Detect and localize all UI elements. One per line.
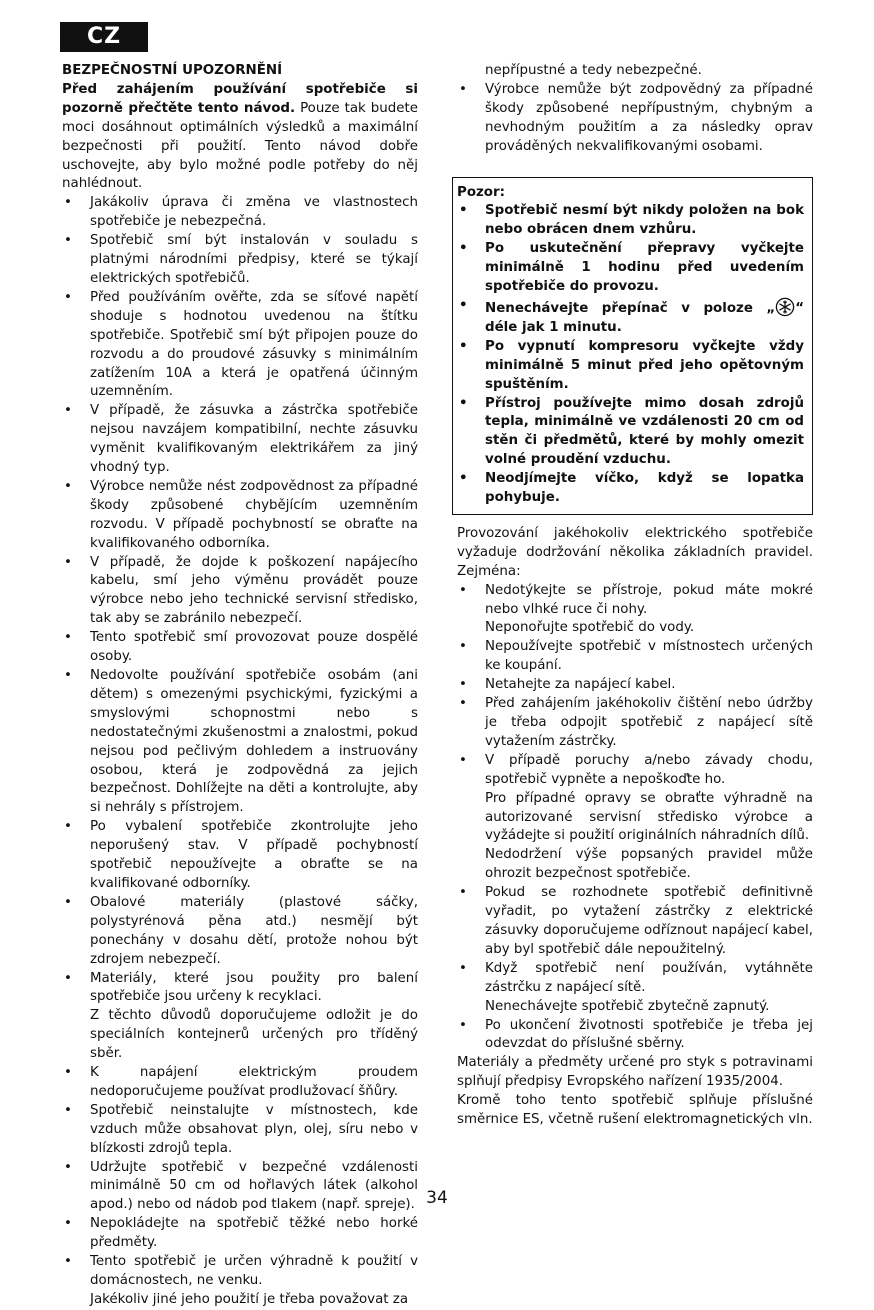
list-item: • Nepokládejte na spotřebič těžké nebo horké předměty. — [62, 1215, 418, 1253]
list-item: • Netahejte za napájecí kabel. — [457, 676, 813, 695]
list-item-note: Nenechávejte spotřebič zbytečně zapnutý. — [485, 998, 770, 1014]
warning-item: • Přístroj používejte mimo dosah zdrojů tepla, minimálně ve vzdálenosti 20 cm od stěn či předmětů, které by mohly omezit volné proudění vzduchu. — [457, 395, 804, 471]
list-item-note: Jakékoliv jiné jeho použití je třeba považovat za — [90, 1291, 409, 1307]
list-item: • Spotřebič neinstalujte v místnostech, kde vzduch může obsahovat plyn, olej, síru nebo v blízkosti zdrojů tepla. — [62, 1102, 418, 1159]
rules-list — [457, 582, 813, 1055]
list-item: • Výrobce nemůže být zodpovědný za případné škody způsobené nepřípustným, chybným a nevhodným použitím a za následky oprav prováděných nekvalifikovanými osobami. — [457, 81, 813, 157]
list-item-note: Pro případné opravy se obraťte výhradně na autorizované servisní středisko výrobce a vyžádejte si použití originálních náhradních dílů. — [485, 790, 813, 844]
list-item: • K napájení elektrickým proudem nedoporučujeme používat prodlužovací šňůry. — [62, 1064, 418, 1102]
rules-intro: Provozování jakéhokoliv elektrického spotřebiče vyžaduje dodržování několika základních pravidel. Zejména: — [457, 525, 813, 579]
intro-bold: Před zahájením používání spotřebiče si pozorně přečtěte tento návod. — [62, 81, 418, 116]
language-badge: CZ — [60, 22, 148, 52]
safety-list — [62, 194, 418, 1309]
directive-paragraph: Kromě toho tento spotřebič splňuje příslušné směrnice ES, včetně rušení elektromagnetických vln. — [457, 1093, 813, 1128]
warning-item: • Po vypnutí kompresoru vyčkejte vždy minimálně 5 minut před jeho opětovným spuštěním. — [457, 338, 804, 395]
list-item: • Spotřebič smí být instalován v souladu s platnými národními předpisy, které se týkají elektrických spotřebičů. — [62, 232, 418, 289]
list-item: • Nedovolte používání spotřebiče osobám (ani dětem) s omezenými psychickými, fyzickými a smyslovými schopnostmi nebo s nedostatečnými zkušenostmi a znalostmi, pokud nejsou pod pečlivým dohledem a instruovány osobou, která je zodpovědná za jejich bezpečnost. Dohlížejte na děti a kontrolujte, aby si nehrály s přístrojem. — [62, 667, 418, 818]
list-item: • Nedotýkejte se přístroje, pokud máte mokré nebo vlhké ruce či nohy. Neponořujte spotřebič do vody. — [457, 582, 813, 639]
page-number: 34 — [426, 1188, 448, 1208]
intro-text: Pouze tak budete moci dosáhnout optimálních výsledků a maximální bezpečnosti při použití. Tento návod dobře uschovejte, aby bylo možné podle potřeby do něj nahlédnout. — [62, 100, 418, 192]
list-item: • V případě, že zásuvka a zástrčka spotřebiče nejsou navzájem kompatibilní, nechte zásuvku vyměnit kvalifikovaným elektrikářem za jiný vhodný typ. — [62, 402, 418, 478]
warning-heading: Pozor: — [457, 184, 505, 200]
warning-item: • Po uskutečnění přepravy vyčkejte minimálně 1 hodinu před uvedením spotřebiče do provozu. — [457, 240, 804, 297]
manufacturer-list — [457, 81, 813, 157]
list-item: • Před používáním ověřte, zda se síťové napětí shoduje s hodnotou uvedenou na štítku spotřebiče. Spotřebič smí být připojen pouze do rozvodu a do proudové zásuvky s minimálním zatížením 10A a která je opatřená účinným uzemněním. — [62, 289, 418, 402]
warning-list — [457, 202, 804, 508]
list-item: • Po vybalení spotřebiče zkontrolujte jeho neporušený stav. V případě pochybností spotřebič nepoužívejte a obraťte se na kvalifikované odborníky. — [62, 818, 418, 894]
list-item: • Výrobce nemůže nést zodpovědnost za případné škody způsobené chybějícím uzemněním rozvodu. V případě pochybností se obraťte na kvalifikovaného odborníka. — [62, 478, 418, 554]
warning-box — [452, 177, 813, 515]
right-column — [457, 62, 813, 1130]
list-item-note: Neponořujte spotřebič do vody. — [485, 620, 695, 636]
list-item: • V případě poruchy a/nebo závady chodu, spotřebič vypněte a nepoškoďte ho. Pro případné opravy se obraťte výhradně na autorizované servisní středisko výrobce a vyžádejte si použití originálních náhradních dílů. Nedodržení výše popsaných pravidel může ohrozit bezpečnost spotřebiče. — [457, 752, 813, 884]
section-title: BEZPEČNOSTNÍ UPOZORNĚNÍ — [62, 63, 283, 78]
list-item: • V případě, že dojde k poškození napájecího kabelu, smí jeho výměnu provádět pouze výrobce nebo jeho technické servisní středisko, tak aby se zabránilo nebezpečí. — [62, 554, 418, 630]
warning-item: • Neodjímejte víčko, když se lopatka pohybuje. — [457, 470, 804, 508]
list-item: • Pokud se rozhodnete spotřebič definitivně vyřadit, po vytažení zástrčky z elektrické zásuvky doporučujeme odříznout napájecí kabel, aby byl spotřebič dále nepoužitelný. — [457, 884, 813, 960]
list-item: • Nepoužívejte spotřebič v místnostech určených ke koupání. — [457, 638, 813, 676]
intro-paragraph — [62, 81, 418, 194]
list-item: • Tento spotřebič je určen výhradně k použití v domácnostech, ne venku. Jakékoliv jiné jeho použití je třeba považovat za — [62, 1253, 418, 1310]
list-item: • Po ukončení životnosti spotřebiče je třeba jej odevzdat do příslušné sběrny. — [457, 1017, 813, 1055]
list-item: • Když spotřebič není používán, vytáhněte zástrčku z napájecí sítě. Nenechávejte spotřebič zbytečně zapnutý. — [457, 960, 813, 1017]
list-item-note: Z těchto důvodů doporučujeme odložit je do speciálních kontejnerů určených pro tříděný sběr. — [90, 1008, 418, 1062]
warning-item: • Nenechávejte přepínač v poloze „ “ déle jak 1 minutu. — [457, 297, 804, 338]
list-item: • Tento spotřebič smí provozovat pouze dospělé osoby. — [62, 629, 418, 667]
regulation-paragraph: Materiály a předměty určené pro styk s potravinami splňují předpisy Evropského nařízení 1935/2004. — [457, 1055, 813, 1090]
list-item-note: Nedodržení výše popsaných pravidel může ohrozit bezpečnost spotřebiče. — [485, 847, 813, 882]
warning-item: • Spotřebič nesmí být nikdy položen na bok nebo obrácen dnem vzhůru. — [457, 202, 804, 240]
list-item: • Udržujte spotřebič v bezpečné vzdálenosti minimálně 50 cm od hořlavých látek (alkohol apod.) nebo od nádob pod tlakem (např. spreje). — [62, 1159, 418, 1216]
list-item: • Před zahájením jakéhokoliv čištění nebo údržby je třeba odpojit spotřebič z napájecí sítě vytažením zástrčky. — [457, 695, 813, 752]
list-item: • Materiály, které jsou použity pro balení spotřebiče jsou určeny k recyklaci. Z těchto důvodů doporučujeme odložit je do speciálních kontejnerů určených pro tříděný sběr. — [62, 970, 418, 1065]
list-item: • Obalové materiály (plastové sáčky, polystyrénová pěna atd.) nesmějí být ponechány v dosahu dětí, protože nohou být zdrojem nebezpečí. — [62, 894, 418, 970]
list-item: • Jakákoliv úprava či změna ve vlastnostech spotřebiče je nebezpečná. — [62, 194, 418, 232]
snowflake-icon — [775, 297, 795, 317]
continued-text: nepřípustné a tedy nebezpečné. — [485, 63, 702, 78]
left-column — [62, 62, 418, 1310]
